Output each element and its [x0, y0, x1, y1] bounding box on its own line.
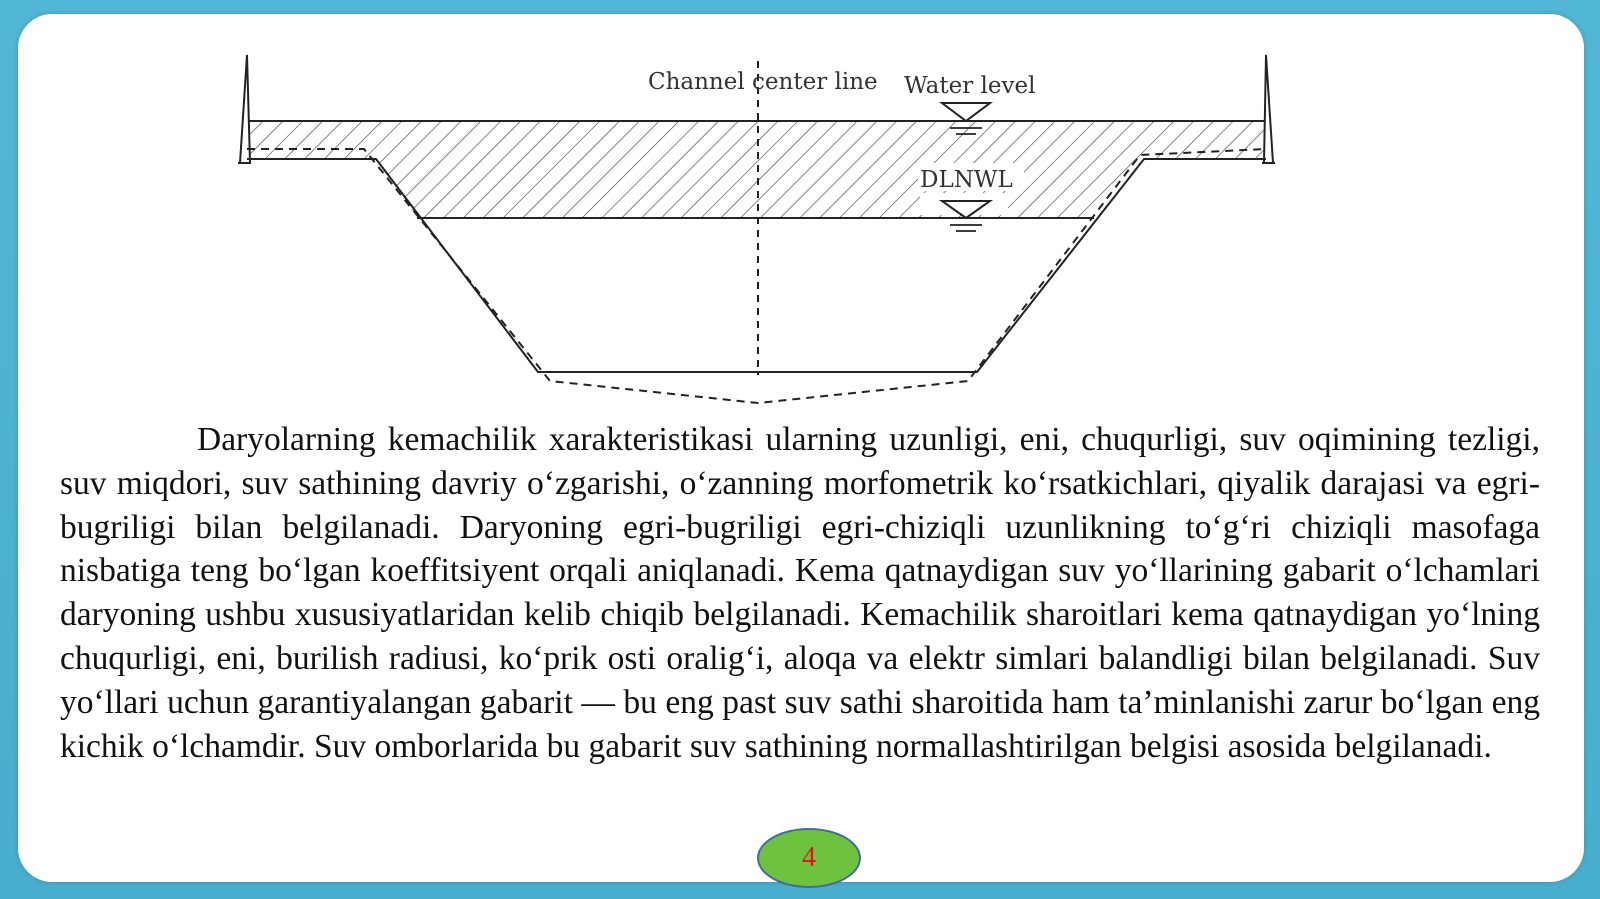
- channel-cross-section-diagram: [220, 45, 1330, 415]
- label-water-level: Water level: [904, 73, 1036, 99]
- right-wall-post: [1262, 55, 1275, 163]
- label-dlnwl: DLNWL: [920, 167, 1013, 193]
- hatched-water-band: [247, 121, 1266, 218]
- body-paragraph: Daryolarning kemachilik xarakteristikasi ularning uzunligi, eni, chuqurligi, suv oqimining tezligi, suv miqdori, suv sathining davriy o‘zgarishi, o‘zanning morfometrik ko‘rsatkichlari, qiyalik darajasi va egri-bugriligi bilan belgilanadi. Daryoning egri-bugriligi egri-chiziqli uzunlikning to‘g‘ri chiziqli masofaga nisbatiga teng bo‘lgan koeffitsiyent orqali aniqlanadi. Kema qatnaydigan suv yo‘llarining gabarit o‘lchamlari daryoning ushbu xususiyatlaridan kelib chiqib belgilanadi. Kemachilik sharoitlari kema qatnaydigan yo‘lning chuqurligi, eni, burilish radiusi, ko‘prik osti oralig‘i, aloqa va elektr simlari balandligi bilan belgilanadi. Suv yo‘llari uchun garantiyalangan gabarit — bu eng past suv sathi sharoitida ham ta’minlanishi zarur bo‘lgan eng kichik o‘lchamdir. Suv omborlarida bu gabarit suv sathining normallashtirilgan belgisi asosida belgilanadi.: [60, 421, 1540, 765]
- page-number-badge: [757, 828, 861, 888]
- left-wall-post: [238, 55, 250, 163]
- page-number: 4: [802, 842, 816, 873]
- dlnwl-marker-icon: [920, 193, 1008, 231]
- label-channel-center-line: Channel center line: [648, 69, 878, 95]
